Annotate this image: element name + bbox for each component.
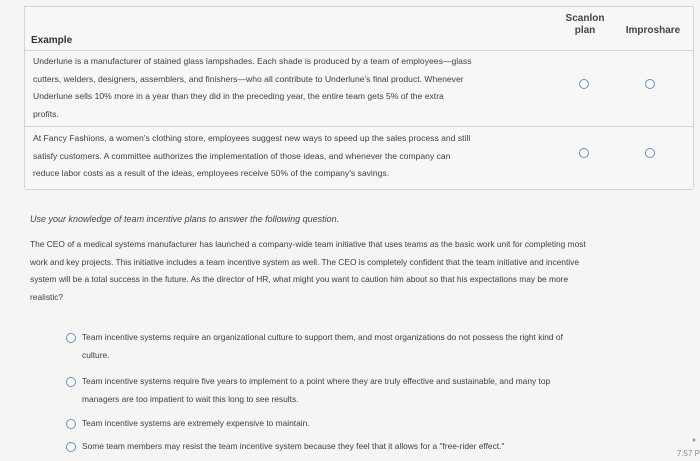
- answer-text: [82, 373, 662, 408]
- answer-radio[interactable]: [66, 442, 76, 452]
- answer-text: [82, 329, 662, 364]
- table-row: [25, 126, 693, 190]
- incentive-plan-table: [24, 6, 694, 188]
- column-header-scanlon: [557, 13, 613, 37]
- row-line: reduce labor costs as a result of the ideas, employees receive 50% of the company's savings.: [33, 168, 390, 178]
- column-header-scanlon-line1: Scanlon: [565, 13, 605, 24]
- answer-line: Some team members may resist the team incentive system because they feel that it allows for a "free-rider effect.": [82, 441, 505, 451]
- table-row: [25, 50, 693, 127]
- question-line: realistic?: [30, 291, 64, 302]
- instruction-text: Use your knowledge of team incentive plans to answer the following question.: [30, 214, 340, 224]
- answer-radio[interactable]: [66, 333, 76, 343]
- answer-line: Team incentive systems require an organizational culture to support them, and most organizations do not possess the right kind of: [82, 332, 563, 342]
- answer-text: [82, 438, 662, 456]
- row-line: At Fancy Fashions, a women's clothing store, employees suggest new ways to speed up the sales process and still: [33, 133, 471, 143]
- radio-improshare-underlune[interactable]: [645, 79, 655, 89]
- radio-improshare-fancy-fashions[interactable]: [645, 148, 655, 158]
- row-line: Underlune is a manufacturer of stained glass lampshades. Each shade is produced by a team of employees—glass: [33, 56, 472, 66]
- column-header-example: Example: [31, 35, 73, 46]
- answer-radio[interactable]: [66, 377, 76, 387]
- column-header-scanlon-line2: plan: [574, 25, 596, 36]
- row-line: satisfy customers. A committee authorizes the implementation of those ideas, and whenever the company can: [33, 150, 451, 161]
- answer-option[interactable]: [66, 329, 666, 365]
- answer-radio[interactable]: [66, 419, 76, 429]
- column-header-improshare: Improshare: [625, 25, 681, 36]
- question-line: system will be a total success in the future. As the director of HR, what might you want to caution him about so that his expectations may be more: [30, 274, 569, 285]
- question-line: The CEO of a medical systems manufacturer has launched a company-wide team initiative that uses teams as the basic work unit for completing most: [30, 239, 586, 249]
- scroll-arrow-icon[interactable]: [693, 438, 696, 442]
- row-description: [33, 130, 538, 183]
- answer-option[interactable]: [66, 373, 666, 409]
- answer-line: Team incentive systems are extremely expensive to maintain.: [82, 418, 310, 428]
- row-line: cutters, welders, designers, assemblers, and finishers—who all contribute to Underlune's final product. Whenever: [33, 73, 464, 84]
- answer-line: culture.: [82, 349, 110, 360]
- question-line: work and key projects. This initiative includes a team incentive system as well. The CEO is completely confident that the team initiative and incentive: [30, 256, 579, 267]
- radio-scanlon-fancy-fashions[interactable]: [579, 148, 589, 158]
- answer-line: managers are too impatient to wait this long to see results.: [82, 393, 299, 404]
- answer-option[interactable]: [66, 438, 666, 456]
- question-text: [30, 236, 688, 306]
- row-description: [33, 53, 538, 123]
- answer-text: [82, 415, 662, 433]
- radio-scanlon-underlune[interactable]: [579, 79, 589, 89]
- answer-option[interactable]: [66, 415, 666, 433]
- row-line: Underlune sells 10% more in a year than they did in the preceding year, the entire team gets 5% of the extra: [33, 91, 444, 101]
- answer-line: Team incentive systems require five years to implement to a point where they are truly effective and sustainable, and many top: [82, 376, 551, 386]
- row-line: profits.: [33, 108, 59, 119]
- clock-text: 7:57 P: [676, 449, 700, 458]
